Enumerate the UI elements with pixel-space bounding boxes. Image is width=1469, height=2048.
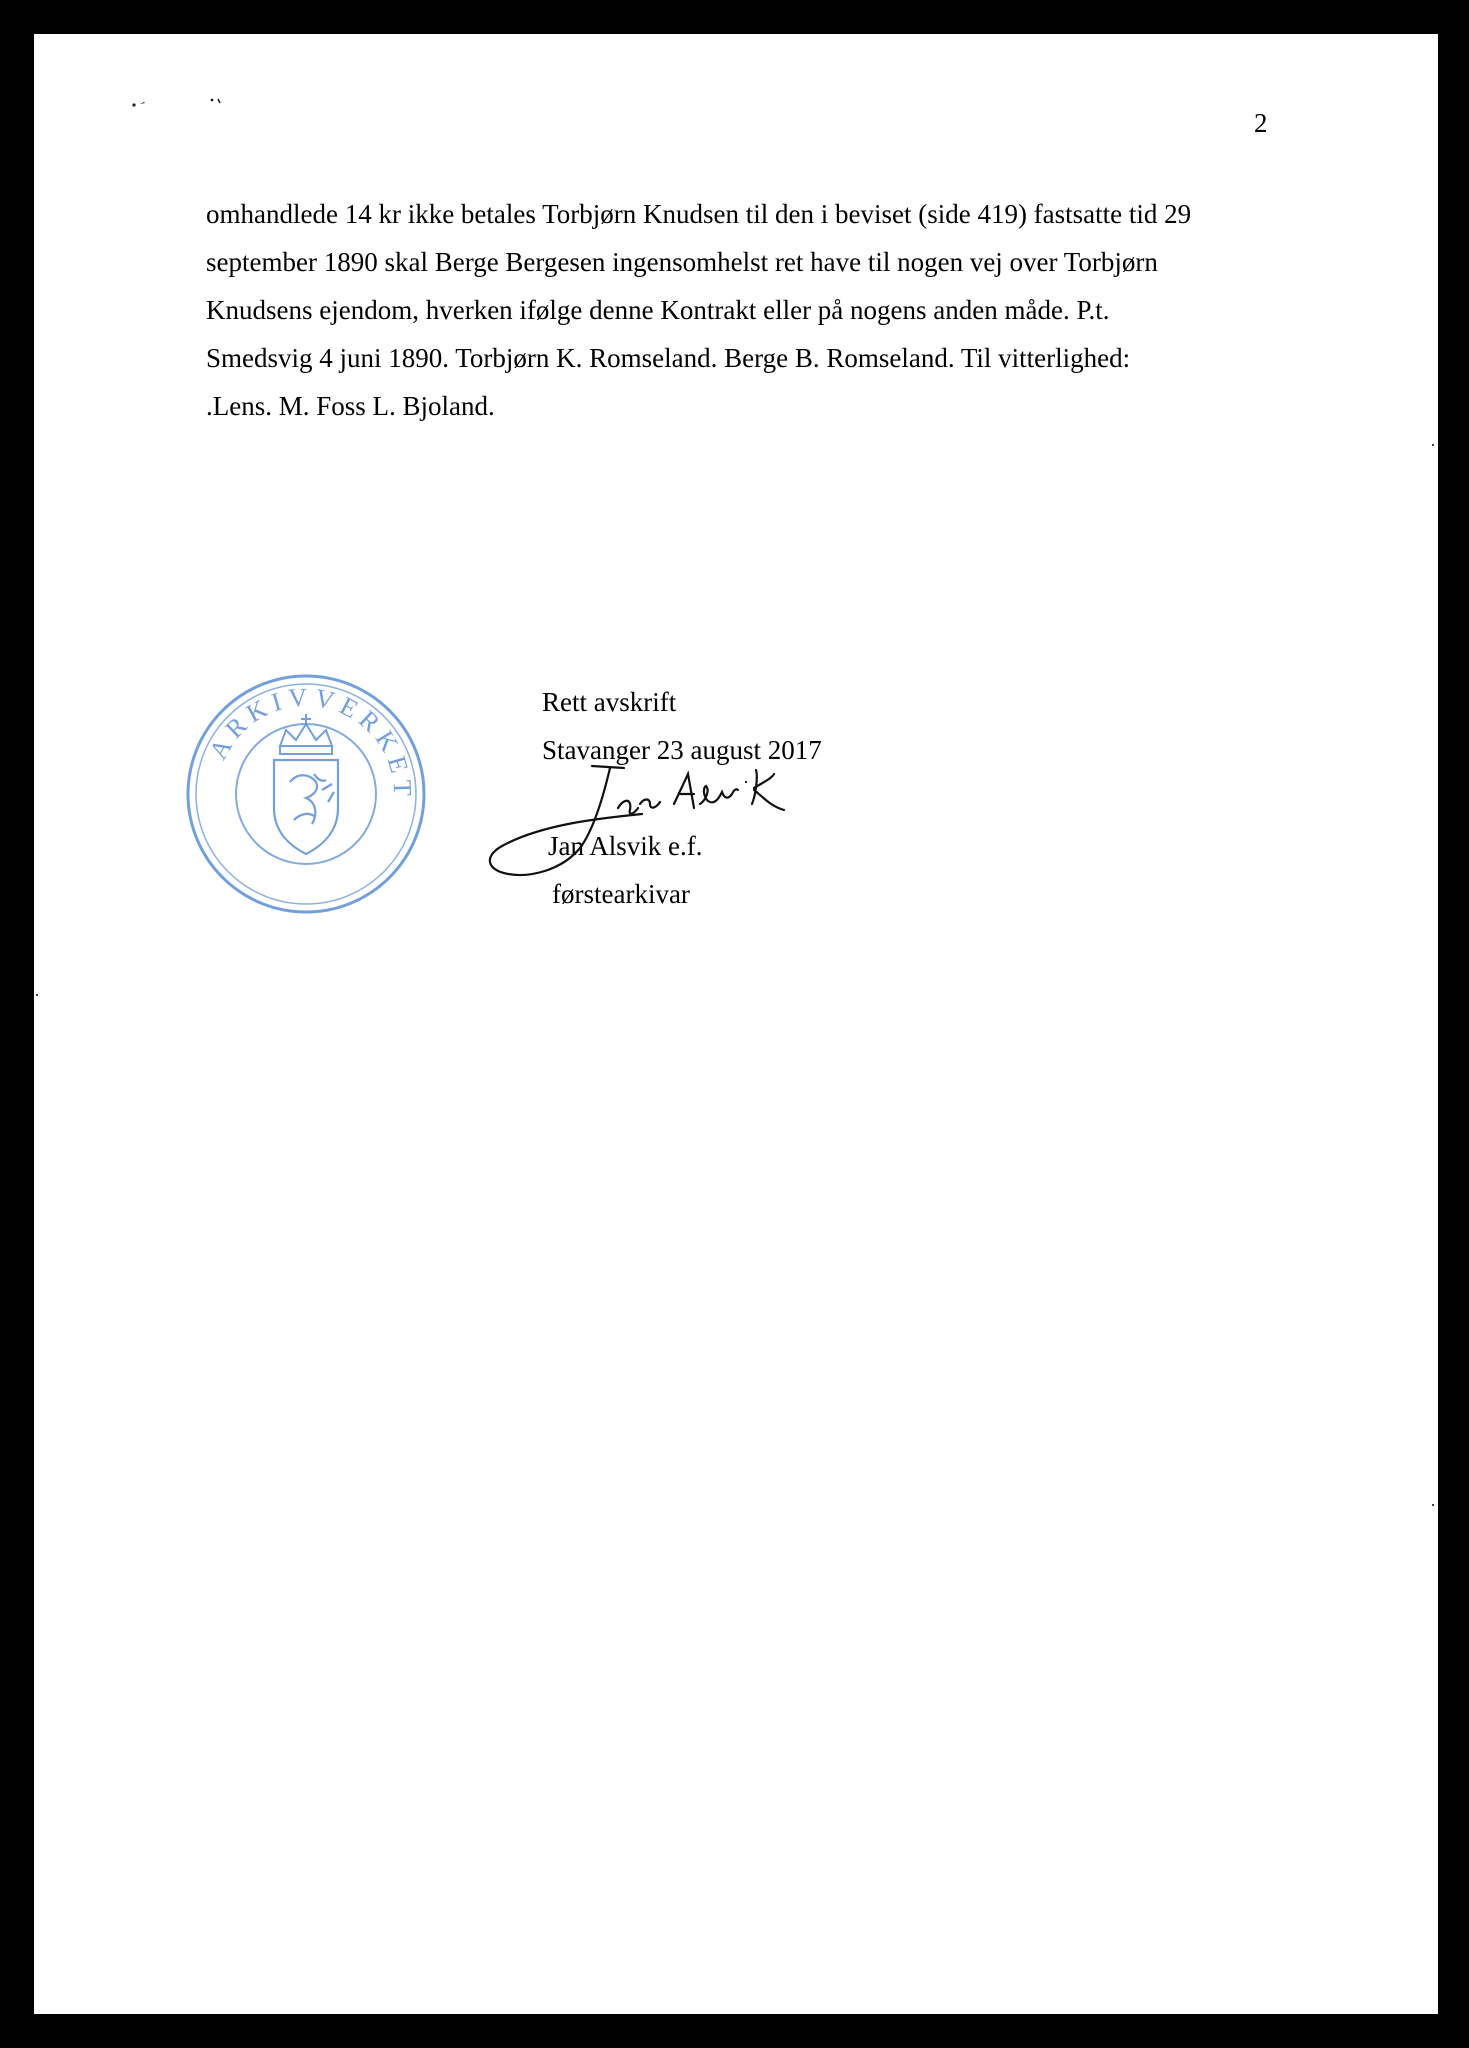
scan-artifact (36, 994, 38, 996)
certification-heading: Rett avskrift (542, 687, 677, 717)
transcription-body (206, 190, 1326, 430)
signatory-title: førstearkivar (552, 879, 690, 909)
body-line: september 1890 skal Berge Bergesen ingensomhelst ret have til nogen vej over Torbjørn (206, 247, 1158, 277)
place-date: Stavanger 23 august 2017 (542, 735, 822, 765)
body-line: Smedsvig 4 juni 1890. Torbjørn K. Romseland. Berge B. Romseland. Til vitterlighed: (206, 343, 1131, 373)
arkivverket-stamp (182, 670, 430, 918)
handwritten-signature (442, 752, 822, 902)
document-page (34, 34, 1438, 2014)
signatory-name: Jan Alsvik e.f. (548, 831, 703, 861)
body-line: omhandlede 14 kr ikke betales Torbjørn Knudsen til den i beviset (side 419) fastsatte tid 29 (206, 199, 1192, 229)
scan-artifact (1432, 444, 1434, 446)
body-line: Knudsens ejendom, hverken ifølge denne Kontrakt eller på nogens anden måde. P.t. (206, 295, 1110, 325)
scan-artifact (1432, 1504, 1434, 1506)
scan-specks (94, 70, 254, 110)
page-number: 2 (1254, 108, 1268, 138)
body-line: .Lens. M. Foss L. Bjoland. (206, 391, 495, 421)
svg-text:ARKIVVERKET: ARKIVVERKET (203, 682, 418, 803)
